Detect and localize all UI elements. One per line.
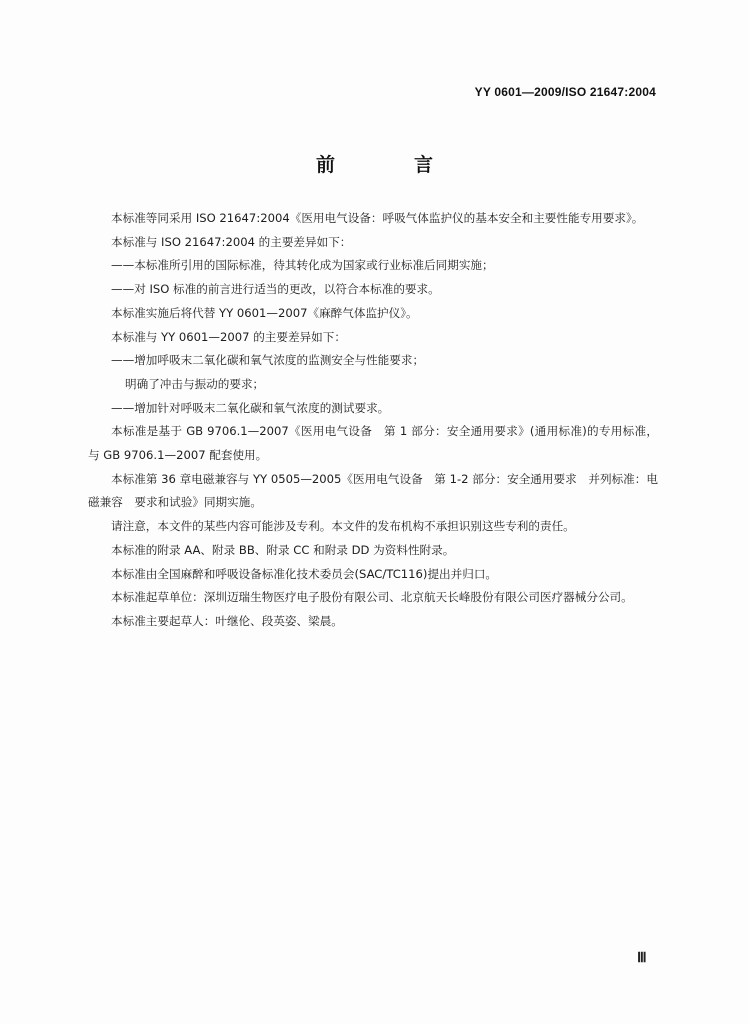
list-item-yy-diff-1: ——增加呼吸末二氧化碳和氧气浓度的监测安全与性能要求；	[111, 353, 425, 368]
paragraph-drafting-units: 本标准起草单位：深圳迈瑞生物医疗电子股份有限公司、北京航天长峰股份有限公司医疗器械分公司。	[111, 590, 633, 605]
list-item-yy-diff-3: ——增加针对呼吸末二氧化碳和氧气浓度的测试要求。	[111, 400, 390, 415]
paragraph-replaces: 本标准实施后将代替 YY 0601—2007《麻醉气体监护仪》。	[111, 305, 418, 320]
paragraph-proposed-by: 本标准由全国麻醉和呼吸设备标准化技术委员会(SAC/TC116)提出并归口。	[111, 566, 498, 581]
paragraph-differences-iso: 本标准与 ISO 21647:2004 的主要差异如下：	[111, 234, 352, 249]
section-title: 前 言	[315, 154, 463, 176]
paragraph-adoption: 本标准等同采用 ISO 21647:2004《医用电气设备：呼吸气体监护仪的基本安全和主要性能专用要求》。	[111, 211, 644, 225]
paragraph-differences-yy: 本标准与 YY 0601—2007 的主要差异如下：	[111, 329, 346, 344]
list-item-yy-diff-2: 明确了冲击与振动的要求；	[125, 376, 265, 391]
paragraph-based-on: 本标准是基于 GB 9706.1—2007《医用电气设备 第 1 部分：安全通用要求》(通用标准)的专用标准，与 GB 9706.1—2007 配套使用。	[88, 424, 658, 463]
paragraph-patent-notice: 请注意，本文件的某些内容可能涉及专利。本文件的发布机构不承担识别这些专利的责任。	[111, 519, 575, 534]
paragraph-emc: 本标准第 36 章电磁兼容与 YY 0505—2005《医用电气设备 第 1-2 部分：安全通用要求 并列标准：电磁兼容 要求和试验》同期实施。	[88, 471, 658, 510]
foreword-body	[88, 207, 658, 634]
paragraph-drafters: 本标准主要起草人：叶继伦、段英姿、梁晨。	[111, 613, 343, 628]
page-number: Ⅲ	[637, 951, 647, 966]
list-item-iso-diff-1: ——本标准所引用的国际标准，待其转化成为国家或行业标准后同期实施；	[111, 258, 494, 273]
list-item-iso-diff-2: ——对 ISO 标准的前言进行适当的更改，以符合本标准的要求。	[111, 282, 440, 297]
standard-code-header: YY 0601—2009/ISO 21647:2004	[474, 85, 656, 99]
paragraph-annexes: 本标准的附录 AA、附录 BB、附录 CC 和附录 DD 为资料性附录。	[111, 542, 455, 557]
